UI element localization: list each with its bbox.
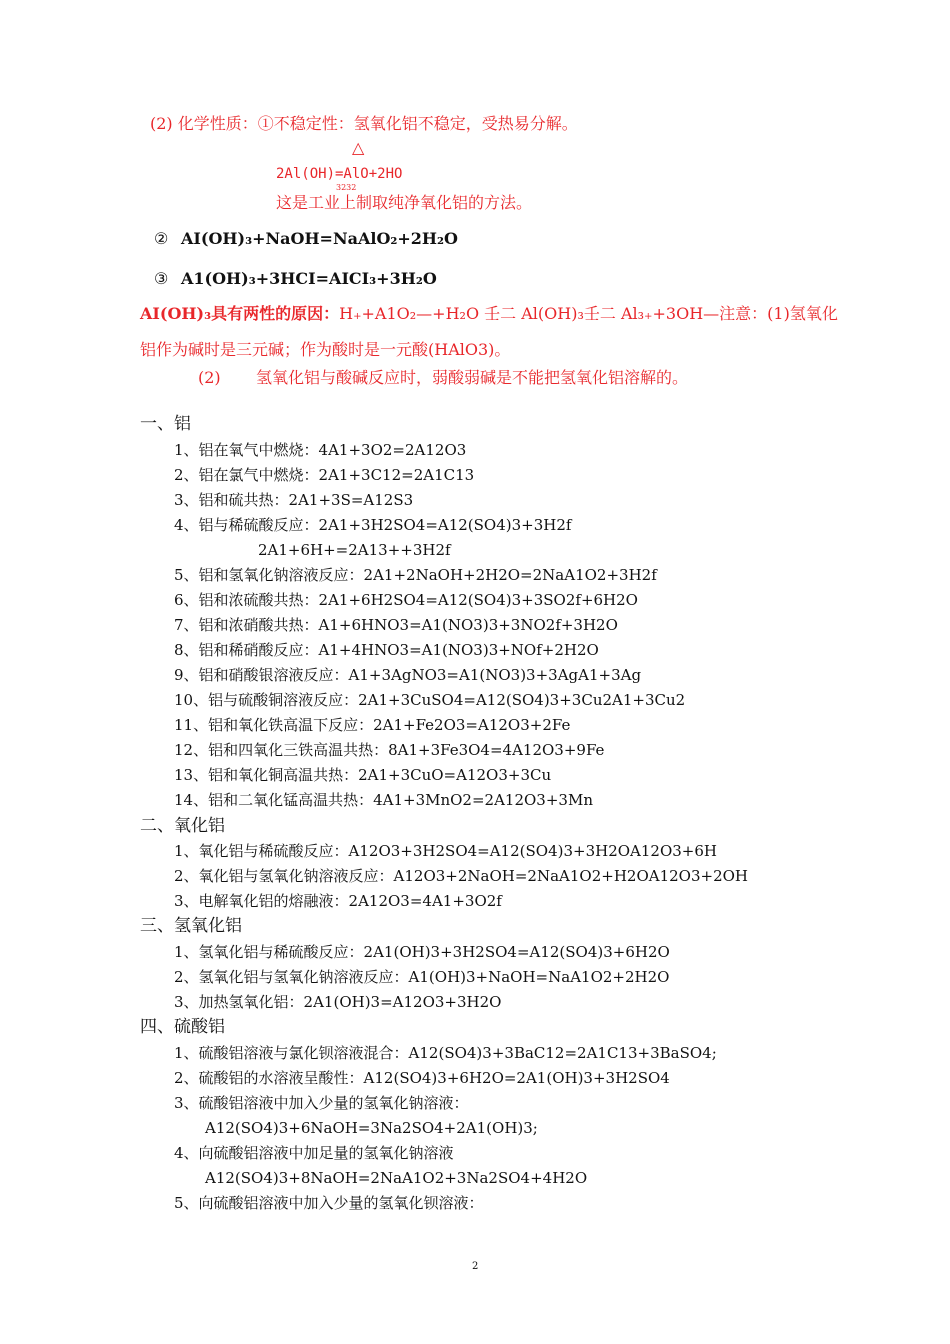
- equation-2-number: ②: [154, 229, 169, 248]
- amphoteric-line: [140, 306, 838, 322]
- list-item: 4、铝与稀硫酸反应：2A1+3H2SO4=A12(SO4)3+3H2f: [174, 516, 572, 534]
- amphoteric-label: AI(OH)₃具有两性的原因：: [140, 304, 340, 323]
- list-item-equation: A12(SO4)3+8NaOH=2NaA1O2+3Na2SO4+4H2O: [205, 1169, 588, 1187]
- note2-number: (2): [198, 368, 221, 387]
- list-item: 13、铝和氧化铜高温共热：2A1+3CuO=A12O3+3Cu: [174, 766, 552, 784]
- equation-3-number: ③: [154, 269, 169, 288]
- list-item: 1、铝在氧气中燃烧：4A1+3O2=2A12O3: [174, 441, 467, 459]
- note2-text: 氢氧化铝与酸碱反应时，弱酸弱碱是不能把氢氧化铝溶解的。: [256, 368, 689, 387]
- chem-property-line: (2) 化学性质：①不稳定性：氢氧化铝不稳定，受热易分解。: [150, 114, 578, 133]
- page-number: 2: [472, 1261, 479, 1272]
- equation-2: AI(OH)₃+NaOH=NaAlO₂+2H₂O: [181, 229, 458, 248]
- list-item: 3、硫酸铝溶液中加入少量的氢氧化钠溶液：: [174, 1094, 469, 1112]
- decomposition-equation: 2Al(OH)=AlO+2HO: [276, 166, 403, 182]
- list-item: 5、向硫酸铝溶液中加入少量的氢氧化钡溶液：: [174, 1194, 484, 1212]
- section-title-aluminum-hydroxide: 三、氢氧化铝: [140, 916, 242, 936]
- section-title-aluminum: 一、铝: [140, 414, 191, 434]
- list-item: 11、铝和氧化铁高温下反应：2A1+Fe2O3=A12O3+2Fe: [174, 716, 571, 734]
- list-item-equation: A12(SO4)3+6NaOH=3Na2SO4+2A1(OH)3;: [205, 1119, 538, 1137]
- list-item: 2、铝在氯气中燃烧：2A1+3C12=2A1C13: [174, 466, 475, 484]
- industrial-method-line: 这是工业上制取纯净氧化铝的方法。: [276, 193, 533, 212]
- list-item: 12、铝和四氧化三铁高温共热：8A1+3Fe3O4=4A12O3+9Fe: [174, 741, 605, 759]
- list-item: 3、加热氢氧化铝：2A1(OH)3=A12O3+3H2O: [174, 993, 502, 1011]
- list-item: 2、氢氧化铝与氢氧化钠溶液反应：A1(OH)3+NaOH=NaA1O2+2H2O: [174, 968, 670, 986]
- list-item: 14、铝和二氧化锰高温共热：4A1+3MnO2=2A12O3+3Mn: [174, 791, 593, 809]
- list-item: 2、氧化铝与氢氧化钠溶液反应：A12O3+2NaOH=2NaA1O2+H2OA12O3+2OH: [174, 867, 749, 885]
- equation-3: A1(OH)₃+3HCI=AICI₃+3H₂O: [181, 269, 437, 288]
- list-item: 8、铝和稀硝酸反应：A1+4HNO3=A1(NO3)3+NOf+2H2O: [174, 641, 599, 659]
- decomposition-subscripts: 3232: [336, 183, 357, 192]
- list-item: 3、铝和硫共热：2A1+3S=A12S3: [174, 491, 414, 509]
- list-item: 10、铝与硫酸铜溶液反应：2A1+3CuSO4=A12(SO4)3+3Cu2A1+3Cu2: [174, 691, 686, 709]
- list-item: 3、电解氧化铝的熔融液：2A12O3=4A1+3O2f: [174, 892, 502, 910]
- list-item: 6、铝和浓硫酸共热：2A1+6H2SO4=A12(SO4)3+3SO2f+6H2O: [174, 591, 638, 609]
- list-item: 1、氢氧化铝与稀硫酸反应：2A1(OH)3+3H2SO4=A12(SO4)3+6H2O: [174, 943, 670, 961]
- list-item: 9、铝和硝酸银溶液反应：A1+3AgNO3=A1(NO3)3+3AgA1+3Ag: [174, 666, 642, 684]
- list-item-ionic: 2A1+6H+=2A13++3H2f: [258, 541, 451, 559]
- amphoteric-equation: H₊+A1O₂—+H₂O 壬二 Al(OH)₃壬二 Al₃₊+3OH—注意：(1)氢氧化: [339, 304, 838, 323]
- section-title-aluminum-oxide: 二、氧化铝: [140, 816, 225, 836]
- list-item: 5、铝和氢氧化钠溶液反应：2A1+2NaOH+2H2O=2NaA1O2+3H2f: [174, 566, 657, 584]
- list-item: 4、向硫酸铝溶液中加足量的氢氧化钠溶液: [174, 1144, 454, 1162]
- list-item: 2、硫酸铝的水溶液呈酸性：A12(SO4)3+6H2O=2A1(OH)3+3H2SO4: [174, 1069, 670, 1087]
- section-title-aluminum-sulfate: 四、硫酸铝: [140, 1017, 225, 1037]
- heat-triangle-symbol: △: [352, 138, 365, 157]
- list-item: 7、铝和浓硝酸共热：A1+6HNO3=A1(NO3)3+3NO2f+3H2O: [174, 616, 618, 634]
- list-item: 1、氧化铝与稀硫酸反应：A12O3+3H2SO4=A12(SO4)3+3H2OA12O3+6H: [174, 842, 717, 860]
- list-item: 1、硫酸铝溶液与氯化钡溶液混合：A12(SO4)3+3BaC12=2A1C13+3BaSO4;: [174, 1044, 717, 1062]
- amphoteric-note-line2: 铝作为碱时是三元碱；作为酸时是一元酸(HAlO3)。: [140, 340, 511, 359]
